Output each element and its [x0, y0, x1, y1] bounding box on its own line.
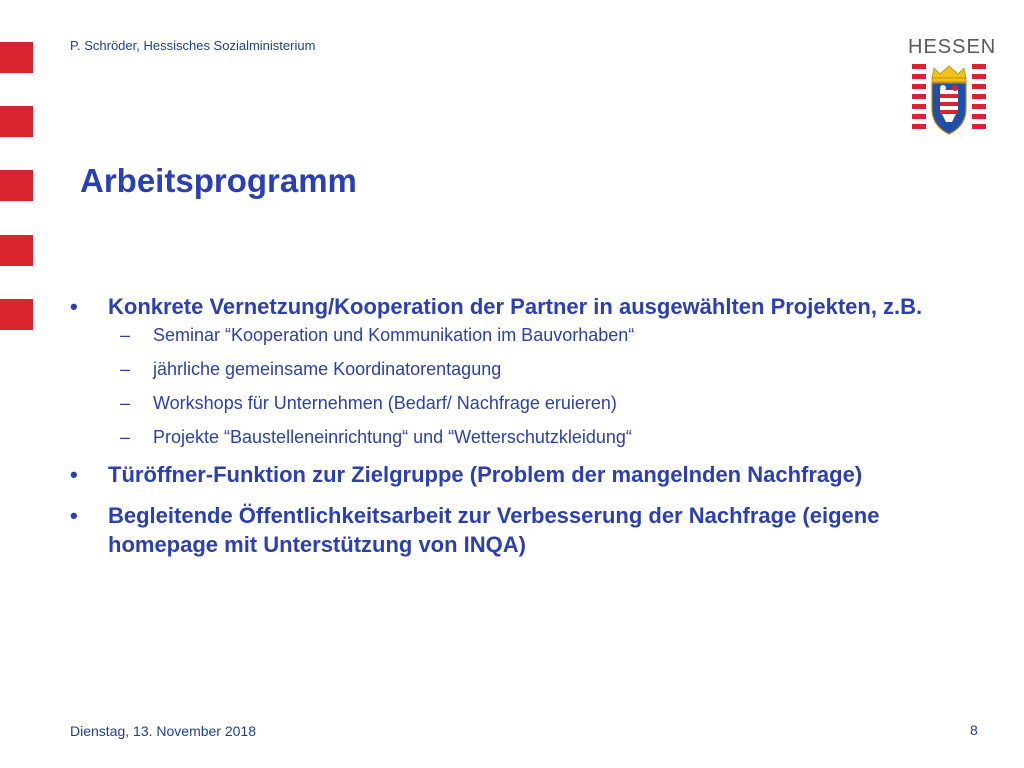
- sub-list-item: [68, 358, 948, 381]
- bullet-text: Begleitende Öffentlichkeitsarbeit zur Verbesserung der Nachfrage (eigene homepage mit Unterstützung von INQA): [108, 503, 880, 557]
- decorative-red-block: [0, 106, 33, 137]
- footer-date: Dienstag, 13. November 2018: [70, 723, 256, 739]
- bullet-text: Türöffner-Funktion zur Zielgruppe (Problem der mangelnden Nachfrage): [108, 462, 863, 487]
- sub-list-item: [68, 392, 948, 415]
- decorative-red-block: [0, 235, 33, 266]
- decorative-red-block: [0, 299, 33, 330]
- bullet-marker: •: [70, 503, 78, 528]
- sub-list-text: Workshops für Unternehmen (Bedarf/ Nachfrage eruieren): [153, 393, 617, 413]
- author-line: P. Schröder, Hessisches Sozialministerium: [70, 38, 316, 53]
- sub-list: [68, 324, 948, 449]
- bullet-item: [68, 460, 948, 489]
- bullet-item: [68, 501, 948, 559]
- bullet-marker: •: [70, 294, 78, 319]
- hessen-coat-of-arms-icon: [912, 64, 986, 136]
- hessen-logo: [908, 36, 997, 140]
- logo-wordmark: HESSEN: [908, 36, 997, 58]
- bullet-marker: •: [70, 462, 78, 487]
- sub-list-marker: –: [120, 359, 131, 379]
- bullet-item: [68, 292, 948, 321]
- sub-list-marker: –: [120, 393, 131, 413]
- sub-list-item: [68, 426, 948, 449]
- sub-list-text: jährliche gemeinsame Koordinatorentagung: [153, 359, 502, 379]
- sub-list-marker: –: [120, 325, 131, 345]
- decorative-red-block: [0, 42, 33, 73]
- sub-list-item: [68, 324, 948, 347]
- bullet-list: [68, 292, 948, 559]
- decorative-red-block: [0, 170, 33, 201]
- sub-list-marker: –: [120, 427, 131, 447]
- sub-list-text: Seminar “Kooperation und Kommunikation im Bauvorhaben“: [153, 325, 635, 345]
- slide-title: Arbeitsprogramm: [80, 162, 357, 199]
- sub-list-text: Projekte “Baustelleneinrichtung“ und “Wetterschutzkleidung“: [153, 427, 632, 447]
- page-number: 8: [970, 722, 978, 738]
- bullet-text: Konkrete Vernetzung/Kooperation der Partner in ausgewählten Projekten, z.B.: [108, 294, 923, 319]
